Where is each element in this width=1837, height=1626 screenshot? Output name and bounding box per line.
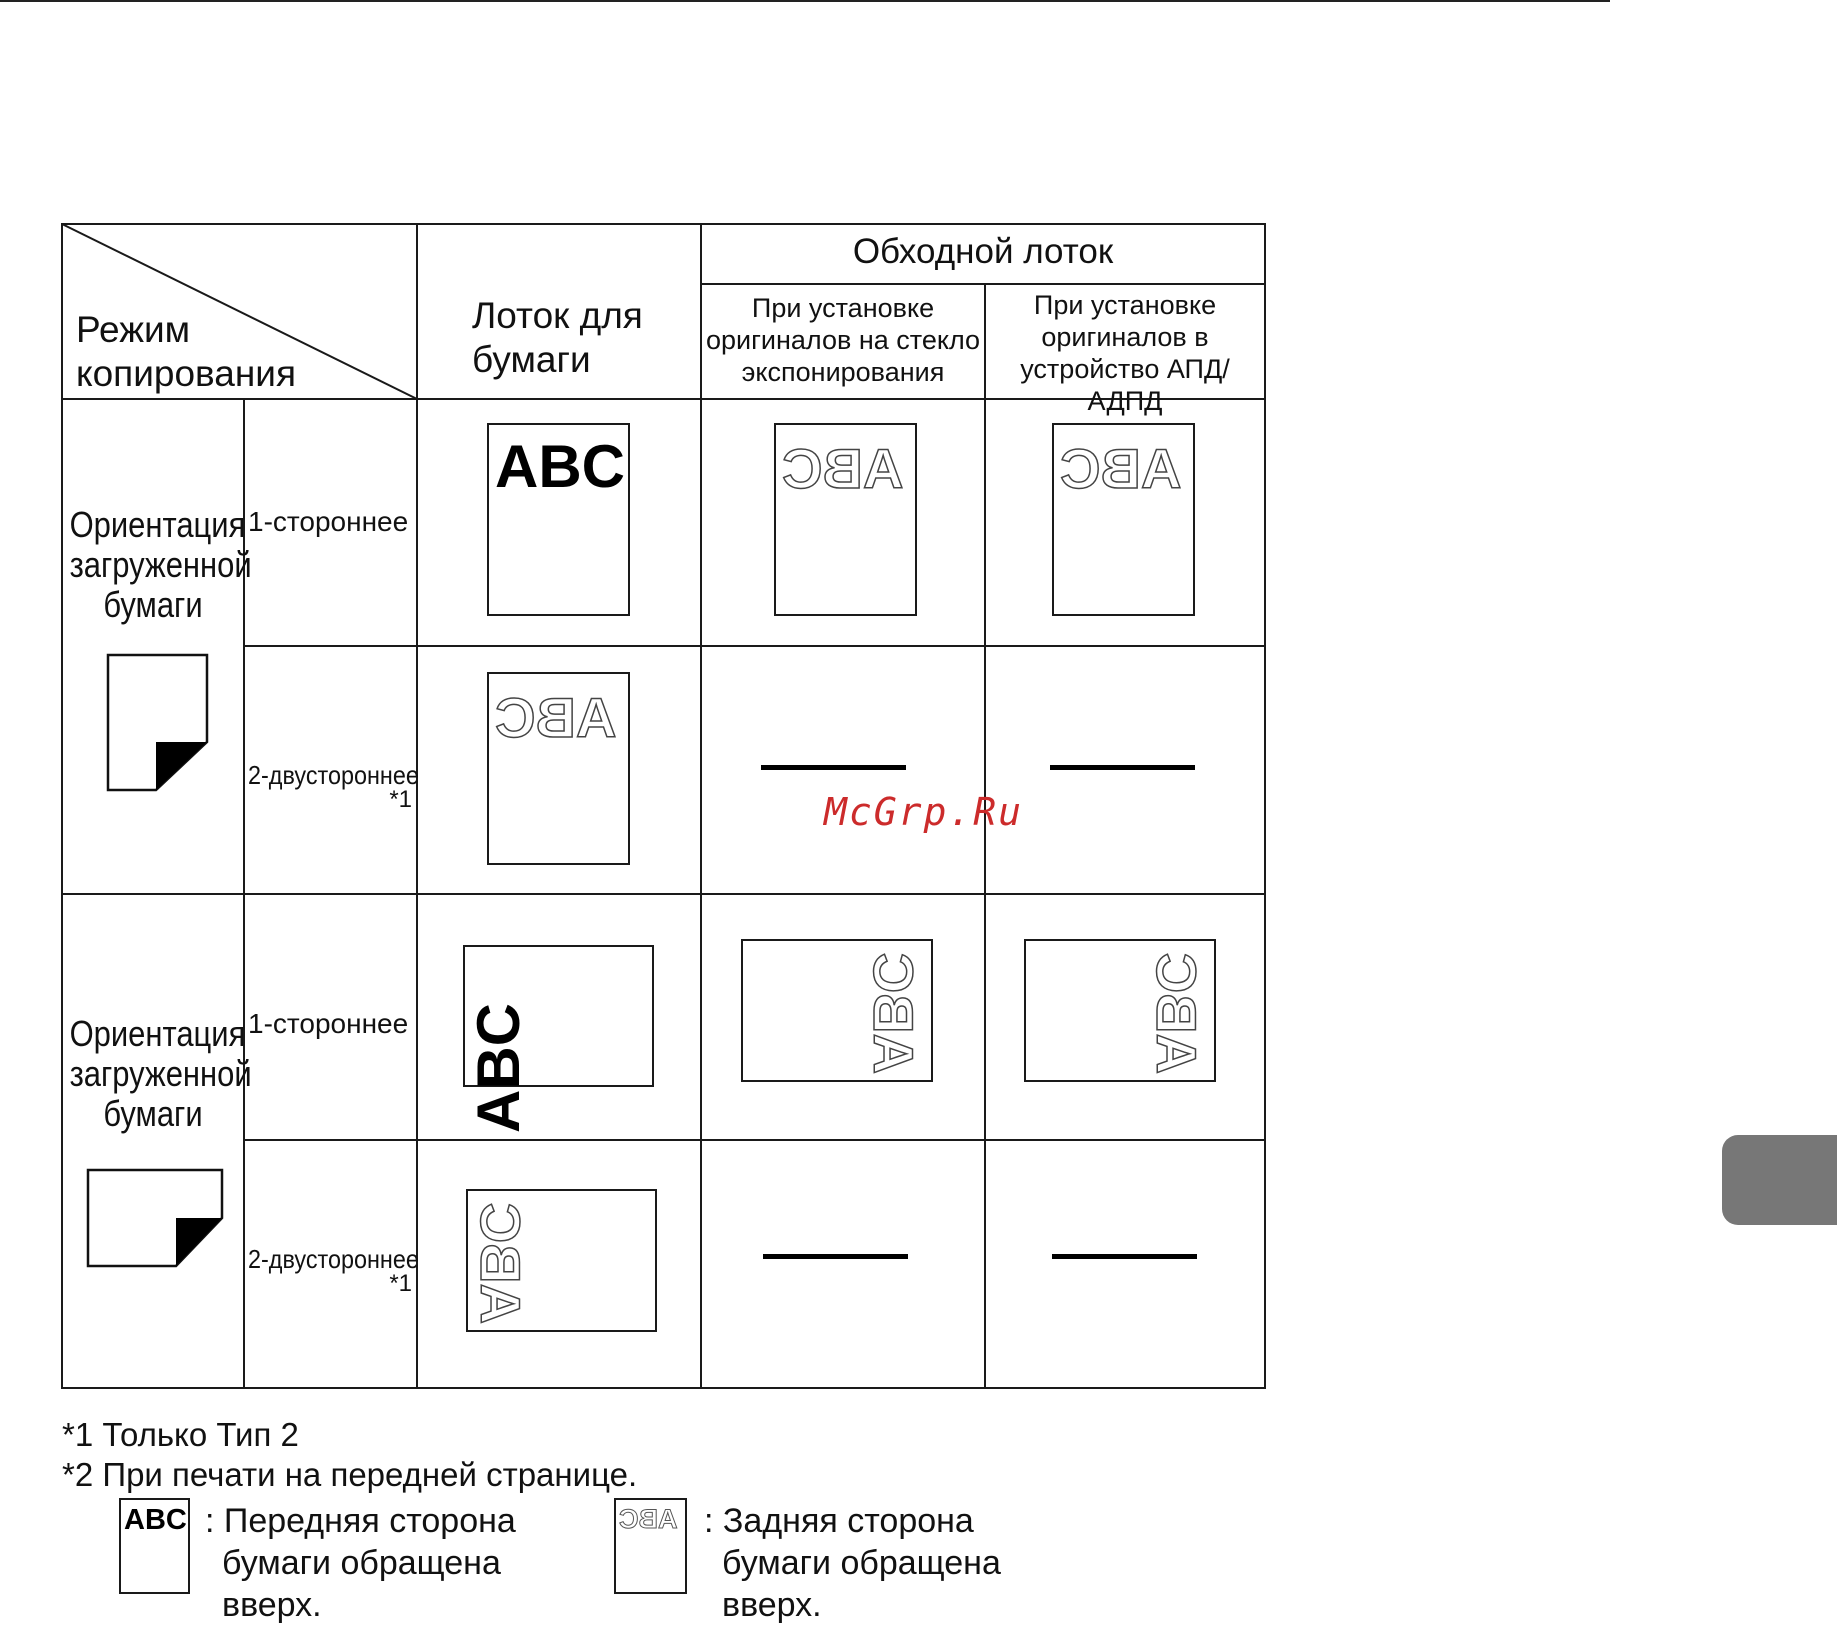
legend-front-line3: вверх. (222, 1586, 322, 1624)
tray-portrait-back-sheet (487, 672, 630, 865)
not-applicable-dash (1050, 765, 1195, 770)
not-applicable-dash (763, 1254, 908, 1259)
back-side-text: ABC (1060, 437, 1182, 500)
footnote-ref-1: *1 (389, 786, 412, 813)
orientation-label-landscape: Ориентация загруженной бумаги (69, 1013, 252, 1134)
paper-tray-header: Лоток для бумаги (472, 295, 643, 381)
tray-portrait-front-sheet (487, 423, 630, 616)
mode-two-sided-1: 2-двустороннее (248, 760, 419, 790)
tray-landscape-back-sheet (466, 1189, 657, 1332)
not-applicable-dash (761, 765, 906, 770)
mode-two-sided-2: 2-двустороннее (248, 1244, 419, 1274)
legend-back-line1: : Задняя сторона (704, 1502, 974, 1540)
footnote-ref-2: *1 (389, 1270, 412, 1297)
legend-front-sheet (119, 1498, 190, 1594)
footnote-2: *2 При печати на передней странице. (62, 1456, 638, 1493)
back-side-text: ABC (862, 952, 925, 1074)
front-side-text: ABC (465, 1003, 532, 1133)
portrait-paper-icon (100, 650, 216, 796)
bypass-tray-header: Обходной лоток (852, 232, 1114, 271)
back-side-text: ABC (495, 686, 617, 749)
orientation-label-portrait: Ориентация загруженной бумаги (69, 504, 252, 625)
mode-one-sided-1: 1-стороннее (248, 506, 409, 537)
legend-back-line3: вверх. (722, 1586, 822, 1624)
tray-landscape-front-sheet (463, 945, 654, 1133)
legend-front-line1: : Передняя сторона (205, 1502, 516, 1540)
not-applicable-dash (1052, 1254, 1197, 1259)
section-tab (1722, 1135, 1837, 1225)
mode-one-sided-2: 1-стороннее (248, 1008, 409, 1039)
glass-header: При установке оригиналов на стекло экспонирования (705, 293, 981, 387)
front-side-text: ABC (495, 433, 625, 500)
back-side-text: ABC (1145, 952, 1208, 1074)
legend-front-line2: бумаги обращена (222, 1544, 501, 1582)
legend-back-sample: ABC (619, 1504, 678, 1534)
watermark-text: McGrp.Ru (824, 790, 1024, 834)
legend-front-sample: ABC (124, 1504, 187, 1536)
glass-landscape-back-sheet (741, 939, 933, 1082)
legend-back-line2: бумаги обращена (722, 1544, 1001, 1582)
adf-header: При установке оригиналов в устройство АПД/АДПД (1020, 290, 1230, 416)
copy-mode-header: Режим копирования (76, 309, 296, 395)
landscape-paper-icon (82, 1164, 228, 1272)
back-side-text: ABC (469, 1202, 532, 1324)
adf-portrait-back-sheet (1052, 423, 1195, 616)
adf-landscape-back-sheet (1024, 939, 1216, 1082)
legend-back-sheet (614, 1498, 687, 1594)
footnote-1: *1 Только Тип 2 (62, 1416, 299, 1453)
glass-portrait-back-sheet (774, 423, 917, 616)
back-side-text: ABC (782, 437, 904, 500)
